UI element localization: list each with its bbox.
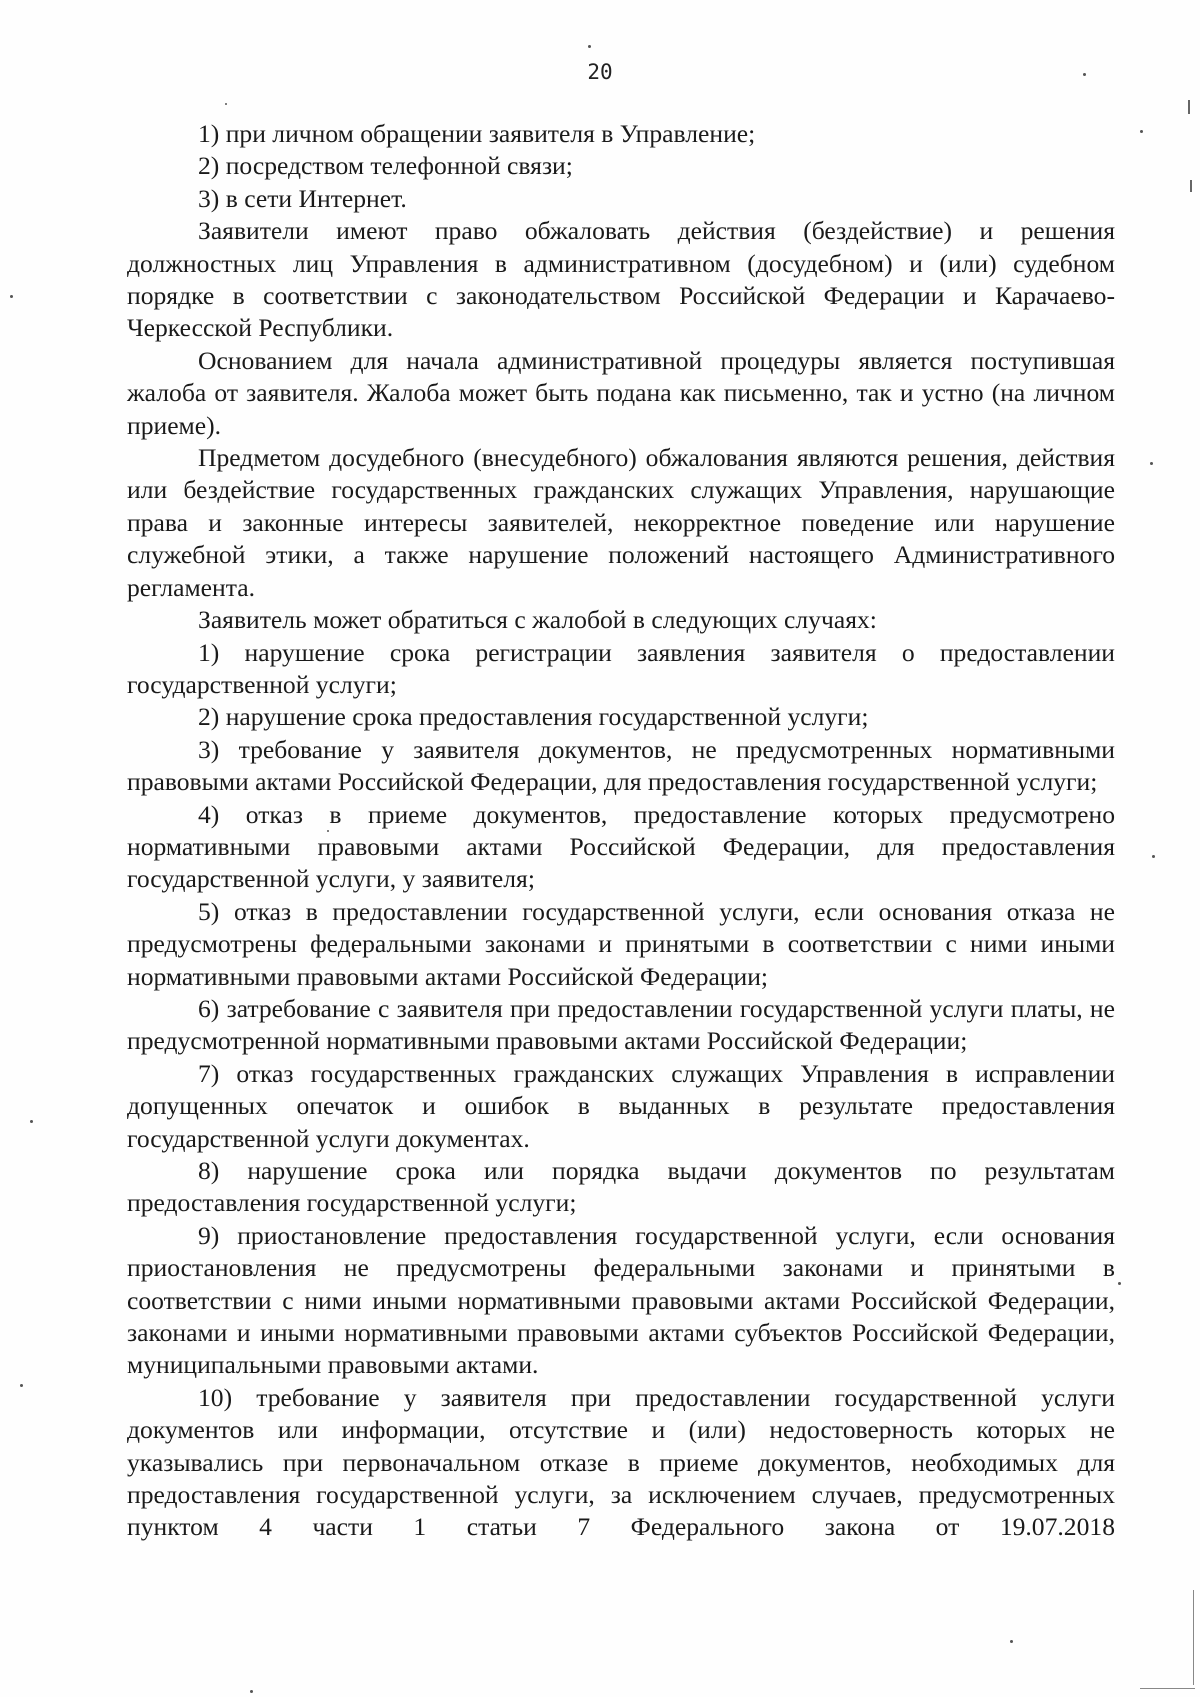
document-body [127,118,1115,1544]
scan-speck [20,1384,23,1387]
paragraph-procedure-basis: Основанием для начала административной процедуры является поступившая жалоба от заявителя. Жалоба может быть подана как письменно, так и устно (на личном приеме). [127,345,1115,440]
paragraph-appeal-rights: Заявители имеют право обжаловать действия (бездействие) и решения должностных лиц Управления в административном (досудебном) и (или) судебном порядке в соответствии с законодательством Российской Федерации и Карачаево-Черкесской Республики. [127,216,1115,343]
scan-edge-mark [1190,180,1192,192]
case-item-2: 2) нарушение срока предоставления государственной услуги; [198,702,869,732]
case-item-4: 4) отказ в приеме документов, предоставление которых предусмотрено нормативными правовыми актами Российской Федерации, для предоставления государственной услуги, у заявителя; [127,799,1115,894]
paragraph-list-item-1: 1) при личном обращении заявителя в Управление; [198,119,756,148]
case-item-8: 8) нарушение срока или порядка выдачи документов по результатам предоставления государственной услуги; [127,1156,1115,1218]
scan-speck [327,830,329,832]
scan-speck [10,295,13,298]
scan-edge-mark [1193,1590,1194,1685]
paragraph-list-item-2: 2) посредством телефонной связи; [198,151,573,181]
scan-edge-mark [1140,1688,1195,1689]
case-item-1: 1) нарушение срока регистрации заявления заявителя о предоставлении государственной услуги; [127,637,1115,699]
case-item-3: 3) требование у заявителя документов, не предусмотренных нормативными правовыми актами Российской Федерации, для предоставления государственной услуги; [127,734,1115,797]
scan-speck [30,1120,33,1123]
scan-speck [1010,1640,1013,1643]
page-number: 20 [587,60,613,84]
scan-speck [1140,130,1143,133]
case-item-5: 5) отказ в предоставлении государственной услуги, если основания отказа не предусмотрены федеральными законами и принятыми в соответствии с ними иными нормативными правовыми актами Российской Федерации; [127,896,1115,991]
scan-speck [1118,1282,1121,1285]
scan-speck [1150,462,1153,465]
scan-speck [225,103,227,105]
scan-edge-mark [1188,100,1190,114]
paragraph-complaint-cases: Заявитель может обратиться с жалобой в следующих случаях: [198,605,877,635]
scan-speck [250,1690,253,1693]
case-item-7: 7) отказ государственных гражданских служащих Управления в исправлении допущенных опечаток и ошибок в выданных в результате предоставления государственной услуги документах. [127,1058,1115,1153]
scan-speck [1083,73,1086,76]
case-item-9: 9) приостановление предоставления государственной услуги, если основания приостановления не предусмотрены федеральными законами и принятыми в соответствии с ними иными нормативными правовыми актами Российской Федерации, законами и иными нормативными правовыми актами субъектов Российской Федерации, муниципальными правовыми актами. [127,1220,1115,1380]
scan-speck [1152,855,1155,858]
case-item-6: 6) затребование с заявителя при предоставлении государственной услуги платы, не предусмотренной нормативными правовыми актами Российской Федерации; [127,993,1115,1056]
paragraph-appeal-subject: Предметом досудебного (внесудебного) обжалования являются решения, действия или бездействие государственных гражданских служащих Управления, нарушающие права и законные интересы заявителей, некорректное поведение или нарушение служебной этики, а также нарушение положений настоящего Административного регламента. [127,443,1115,602]
case-item-10: 10) требование у заявителя при предоставлении государственной услуги документов или информации, отсутствие и (или) недостоверность которых не указывались при первоначальном отказе в приеме документов, необходимых для предоставления государственной услуги, за исключением случаев, предусмотренных пунктом 4 части 1 статьи 7 Федерального закона от 19.07.2018 [127,1382,1115,1542]
paragraph-list-item-3: 3) в сети Интернет. [198,183,407,213]
scan-speck [588,45,591,48]
